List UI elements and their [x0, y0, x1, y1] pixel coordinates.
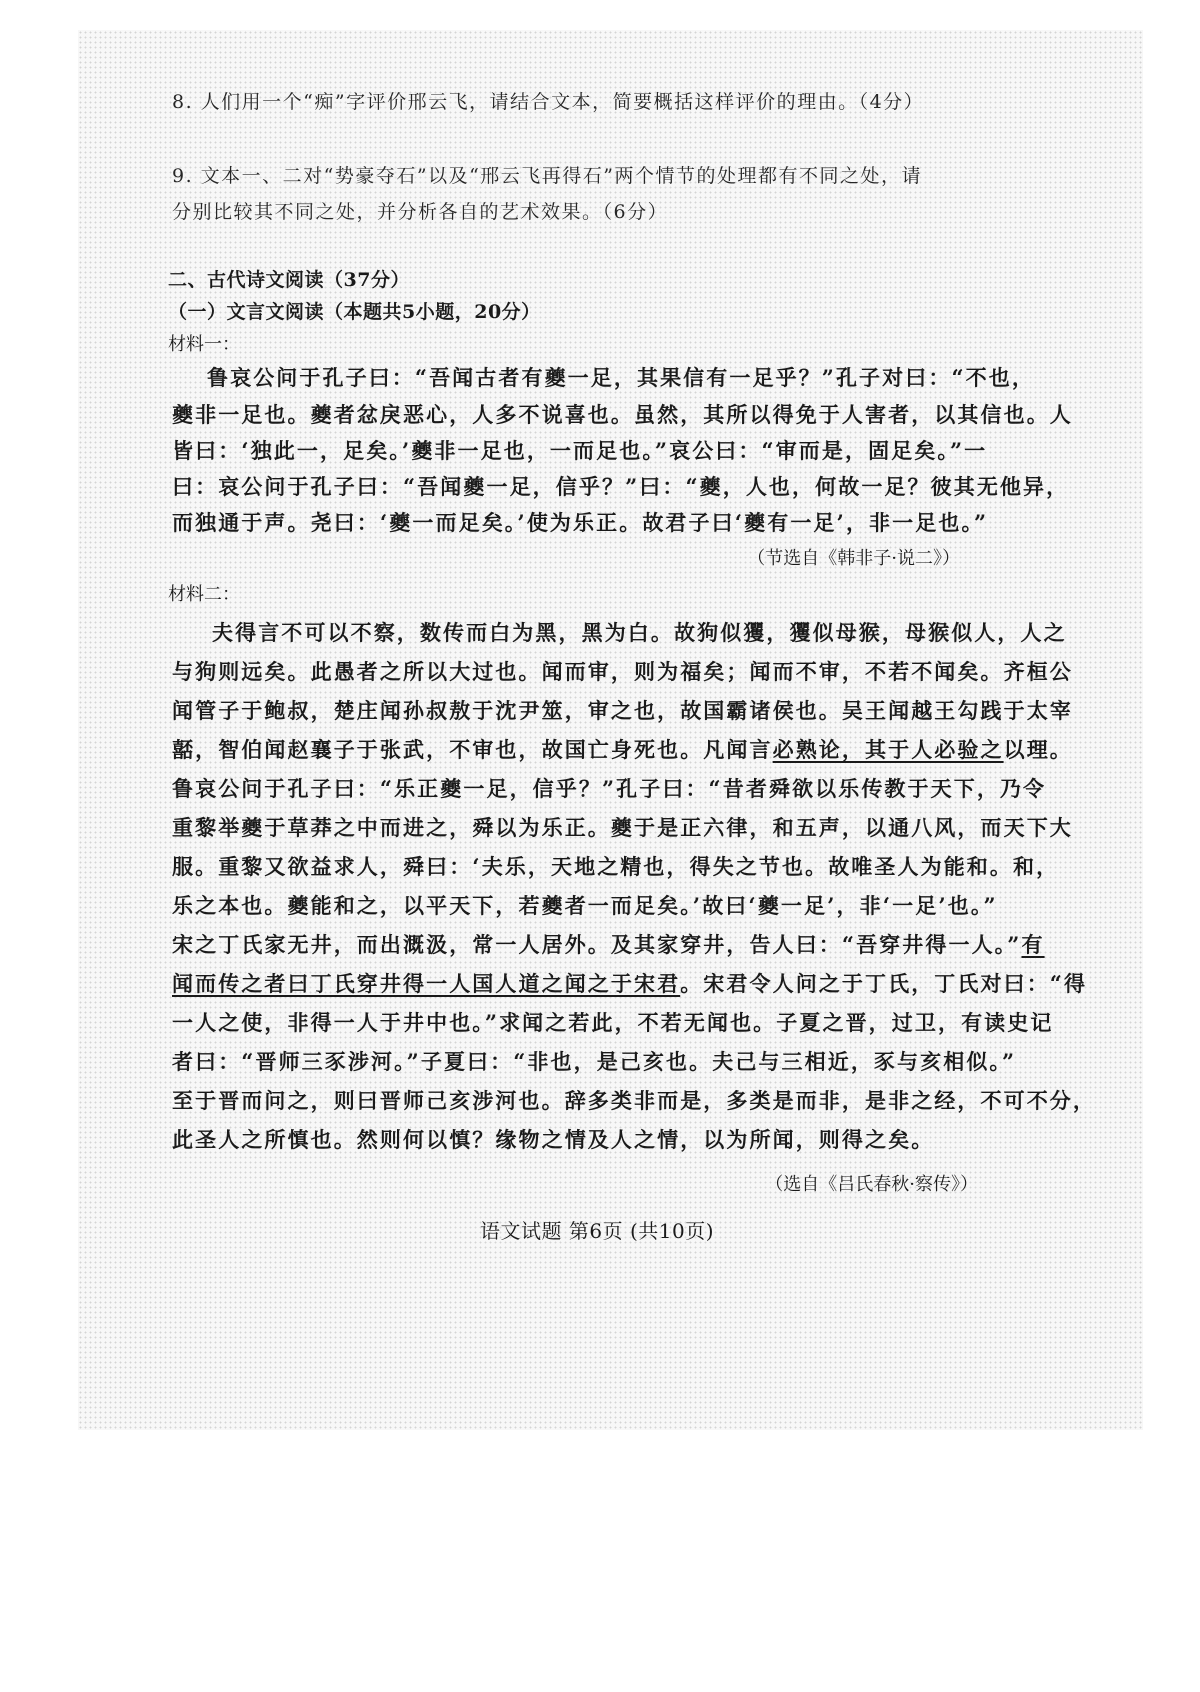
material-1-line: 曰：哀公问于孔子曰：“吾闻夔一足，信乎？”曰：“夔，人也，何故一足？彼其无他异，	[172, 474, 1070, 499]
underlined-sentence: 有	[1021, 932, 1045, 957]
material-1-label: 材料一：	[168, 334, 240, 355]
material-2-line: 者曰：“晋师三豕涉河。”子夏曰：“非也，是己亥也。夫己与三相近，豕与亥相似。”	[172, 1049, 1017, 1074]
question-9-line-1: 9. 文本一、二对“势豪夺石”以及“邢云飞再得石”两个情节的处理都有不同之处，请	[172, 165, 923, 187]
question-9-line-2: 分别比较其不同之处，并分析各自的艺术效果。（6分）	[172, 201, 669, 223]
material-2-source: （选自《吕氏春秋·察传》）	[765, 1174, 978, 1195]
material-1-line: 鲁哀公问于孔子曰：“吾闻古者有夔一足，其果信有一足乎？”孔子对曰：“不也，	[207, 365, 1035, 390]
material-2-line: 与狗则远矣。此愚者之所以大过也。闻而审，则为福矣；闻而不审，不若不闻矣。齐桓公	[172, 659, 1073, 684]
text-run: 以理。	[1003, 737, 1073, 762]
underlined-phrase: 必熟论，其于人必验之	[772, 737, 1004, 762]
question-8: 8. 人们用一个“痴”字评价邢云飞，请结合文本，简要概括这样评价的理由。（4分）	[172, 91, 925, 113]
material-2-line	[172, 968, 1087, 998]
material-2-line: 服。重黎又欲益求人，舜曰：‘夫乐，天地之精也，得失之节也。故唯圣人为能和。和，	[172, 854, 1060, 879]
material-2-line: 乐之本也。夔能和之，以平天下，若夔者一而足矣。’故曰‘夔一足’，非‘一足’也。”	[172, 893, 998, 918]
material-2-line: 至于晋而问之，则曰晋师己亥涉河也。辞多类非而是，多类是而非，是非之经，不可不分，	[172, 1088, 1096, 1113]
section-subtitle: （一）文言文阅读（本题共5小题，20分）	[168, 301, 541, 323]
text-run: 宋之丁氏家无井，而出溉汲，常一人居外。及其家穿井，告人曰：“吾穿井得一人。”	[172, 932, 1022, 957]
material-2-line: 鲁哀公问于孔子曰：“乐正夔一足，信乎？”孔子曰：“昔者舜欲以乐传教于天下，乃令	[172, 776, 1047, 801]
material-2-label: 材料二：	[168, 584, 240, 605]
material-2-line: 此圣人之所慎也。然则何以慎？缘物之情及人之情，以为所闻，则得之矣。	[172, 1127, 935, 1152]
material-1-line: 而独通于声。尧曰：‘夔一而足矣。’使为乐正。故君子曰‘夔有一足’，非一足也。”	[172, 510, 989, 535]
text-run: 。宋君令人问之于丁氏，丁氏对曰：“得	[680, 971, 1088, 996]
material-1-source: （节选自《韩非子·说二》）	[747, 548, 960, 569]
material-2-line: 一人之使，非得一人于井中也。”求闻之若此，不若无闻也。子夏之晋，过卫，有读史记	[172, 1010, 1054, 1035]
material-2-line: 闻管子于鲍叔，楚庄闻孙叔敖于沈尹筮，审之也，故国霸诸侯也。吴王闻越王勾践于太宰	[172, 698, 1073, 723]
material-2-line	[172, 734, 1073, 764]
page-footer: 语文试题 第6页 (共10页)	[480, 1219, 714, 1243]
text-run: 嚭，智伯闻赵襄子于张武，不审也，故国亡身死也。凡闻言	[172, 737, 773, 762]
material-2-line	[172, 929, 1045, 959]
underlined-sentence: 闻而传之者曰丁氏穿井得一人国人道之闻之于宋君	[172, 971, 681, 996]
material-2-line: 重黎举夔于草莽之中而进之，舜以为乐正。夔于是正六律，和五声，以通八风，而天下大	[172, 815, 1073, 840]
material-1-line: 皆曰：‘独此一，足矣。’夔非一足也，一而足也。”哀公曰：“审而是，固足矣。”一	[172, 438, 988, 463]
section-title: 二、古代诗文阅读（37分）	[168, 269, 410, 291]
material-1-line: 夔非一足也。夔者忿戾恶心，人多不说喜也。虽然，其所以得免于人害者，以其信也。人	[172, 402, 1073, 427]
material-2-line: 夫得言不可以不察，数传而白为黑，黑为白。故狗似玃，玃似母猴，母猴似人，人之	[212, 620, 1067, 645]
